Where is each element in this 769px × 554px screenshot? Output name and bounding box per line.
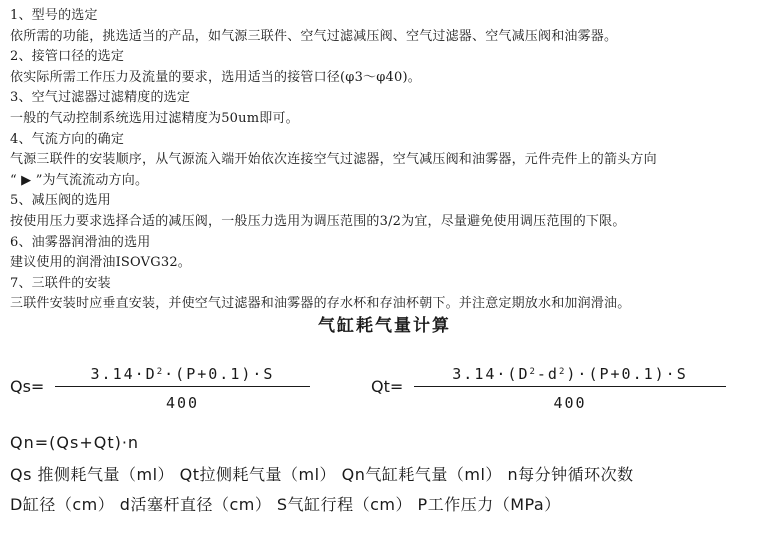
qs-num-sup: 2 — [156, 367, 165, 377]
formula-qn: Qn=(Qs+Qt)·n — [10, 433, 140, 452]
formula-qt-fraction-bar — [414, 386, 726, 387]
formula-qt-denominator: 400 — [553, 394, 587, 412]
formula-qs-numerator — [55, 364, 310, 384]
section-body-line: 依所需的功能，挑选适当的产品，如气源三联件、空气过滤减压阀、空气过滤器、空气减压阀和油雾器。 — [10, 28, 618, 44]
section-heading: 4、气流方向的确定 — [10, 131, 125, 147]
formula-qt-numerator — [414, 364, 726, 384]
legend-line-1: Qs 推侧耗气量（ml） Qt拉侧耗气量（ml） Qn气缸耗气量（ml） n每分钟循环次数 — [10, 465, 634, 484]
calc-title: 气缸耗气量计算 — [318, 316, 451, 336]
section-body-line: 按使用压力要求选择合适的减压阀，一般压力选用为调压范围的3/2为宜，尽量避免使用调压范围的下限。 — [10, 214, 626, 229]
qt-num-sup2: 2 — [558, 367, 567, 377]
section-body-line: 三联件安装时应垂直安装，并使空气过滤器和油雾器的存水杯和存油杯朝下。并注意定期放水和加润滑油。 — [10, 296, 631, 312]
section-body-line: 一般的气动控制系统选用过滤精度为50um即可。 — [10, 111, 299, 126]
legend-line-2: D缸径（cm） d活塞杆直径（cm） S气缸行程（cm） P工作压力（MPa） — [10, 495, 561, 514]
qt-num-part-a: 3.14·(D — [452, 365, 530, 383]
qs-num-part-b: ·(P+0.1)·S — [164, 365, 275, 383]
section-heading: 7、三联件的安装 — [10, 275, 111, 291]
section-body-line: 气源三联件的安装顺序，从气源流入端开始依次连接空气过滤器，空气减压阀和油雾器，元件壳件上的箭头方向 — [10, 152, 657, 168]
qt-num-part-b: )·(P+0.1)·S — [566, 365, 688, 383]
section-heading: 1、型号的选定 — [10, 8, 98, 23]
formula-qs-lhs: Qs= — [10, 377, 45, 396]
section-heading: 5、减压阀的选用 — [10, 193, 111, 209]
section-body-line: “ ▶ ”为气流流动方向。 — [10, 172, 149, 188]
section-body-line: 依实际所需工作压力及流量的要求，选用适当的接管口径(φ3～φ40)。 — [10, 69, 421, 85]
formula-qs-fraction-bar — [55, 386, 310, 387]
section-body-line: 建议使用的润滑油ISOVG32。 — [10, 255, 191, 271]
formula-qs-denominator: 400 — [165, 394, 200, 412]
section-heading: 3、空气过滤器过滤精度的选定 — [10, 90, 191, 106]
section-heading: 6、油雾器润滑油的选用 — [10, 234, 151, 250]
section-heading: 2、接管口径的选定 — [10, 49, 125, 65]
qt-num-part-mid: -d — [536, 365, 559, 383]
qs-num-part-a: 3.14·D — [90, 365, 157, 383]
formula-qt-lhs: Qt= — [371, 377, 404, 396]
qt-num-sup1: 2 — [529, 367, 537, 377]
